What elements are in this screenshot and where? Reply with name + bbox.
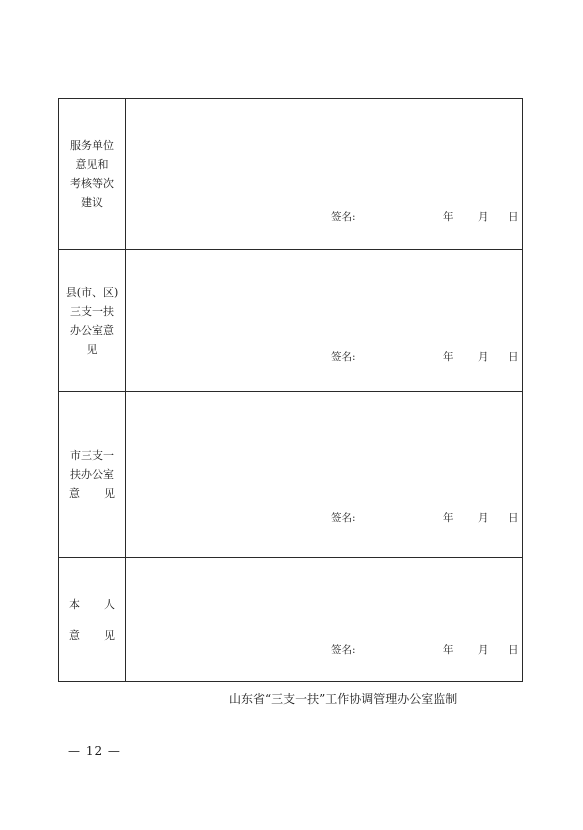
signature-label: 签名: bbox=[331, 512, 356, 524]
label-char: 本 bbox=[69, 598, 80, 611]
signature-date-line bbox=[126, 349, 522, 365]
signature-label: 签名: bbox=[331, 351, 356, 363]
day-label: 日 bbox=[508, 512, 519, 524]
label-char: 意 bbox=[69, 487, 80, 500]
year-label: 年 bbox=[443, 512, 454, 524]
label-line bbox=[69, 595, 115, 614]
label-line: 见 bbox=[86, 342, 98, 356]
row-label-county-office bbox=[59, 250, 126, 391]
assessment-form-table bbox=[58, 98, 523, 682]
form-row-personal bbox=[59, 558, 522, 682]
label-char: 见 bbox=[104, 487, 115, 500]
label-line: 办公室意 bbox=[70, 323, 114, 337]
month-label: 月 bbox=[478, 351, 489, 363]
label-line: 考核等次 bbox=[70, 177, 114, 190]
signature-date-line bbox=[126, 209, 522, 225]
day-label: 日 bbox=[508, 211, 519, 223]
opinion-field-service-unit[interactable] bbox=[126, 99, 522, 249]
label-line: 意见和 bbox=[75, 158, 109, 171]
label-line: 县(市、区) bbox=[65, 285, 119, 299]
month-label: 月 bbox=[478, 512, 489, 524]
opinion-field-county-office[interactable] bbox=[126, 250, 522, 391]
month-label: 月 bbox=[478, 644, 489, 656]
signature-date-line bbox=[126, 510, 522, 526]
opinion-field-personal[interactable] bbox=[126, 558, 522, 682]
signature-label: 签名: bbox=[331, 211, 356, 223]
year-label: 年 bbox=[443, 351, 454, 363]
form-row-service-unit bbox=[59, 99, 522, 250]
label-line: 扶办公室 bbox=[70, 468, 114, 481]
year-label: 年 bbox=[443, 644, 454, 656]
day-label: 日 bbox=[508, 351, 519, 363]
day-label: 日 bbox=[508, 644, 519, 656]
form-row-county-office bbox=[59, 250, 522, 392]
label-line: 建议 bbox=[81, 196, 103, 209]
year-label: 年 bbox=[443, 211, 454, 223]
issuer-footer: 山东省“三支一扶”工作协调管理办公室监制 bbox=[229, 692, 458, 706]
label-line: 三支一扶 bbox=[70, 304, 114, 318]
label-char: 人 bbox=[104, 598, 115, 611]
page-number: — 12 — bbox=[68, 744, 121, 758]
signature-date-line bbox=[126, 642, 522, 658]
label-line bbox=[69, 626, 115, 645]
label-line bbox=[69, 484, 115, 503]
opinion-field-city-office[interactable] bbox=[126, 392, 522, 557]
month-label: 月 bbox=[478, 211, 489, 223]
row-label-personal bbox=[59, 558, 126, 682]
row-label-city-office bbox=[59, 392, 126, 557]
form-row-city-office bbox=[59, 392, 522, 558]
label-char: 意 bbox=[69, 629, 80, 642]
label-line: 市三支一 bbox=[70, 449, 114, 462]
label-char: 见 bbox=[104, 629, 115, 642]
row-label-service-unit bbox=[59, 99, 126, 249]
label-line: 服务单位 bbox=[70, 139, 114, 152]
signature-label: 签名: bbox=[331, 644, 356, 656]
